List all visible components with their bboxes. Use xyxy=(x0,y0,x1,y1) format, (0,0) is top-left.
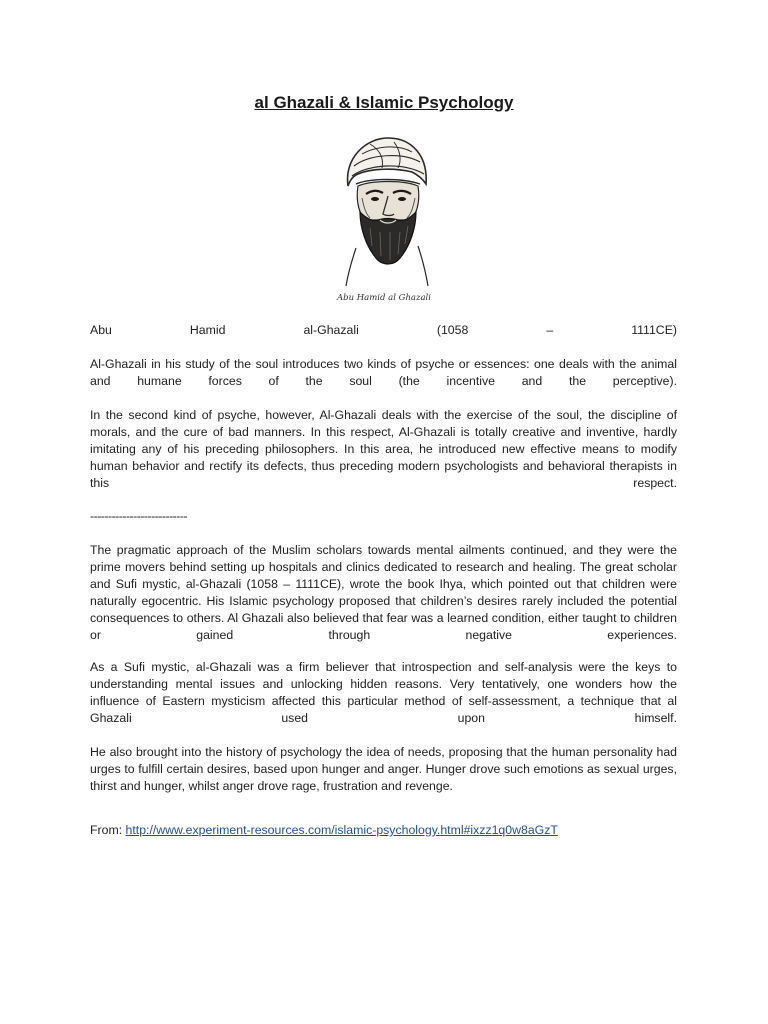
paragraph-2: In the second kind of psyche, however, Al-Ghazali deals with the exercise of the soul, the discipline of morals, and the cure of bad manners. In this respect, Al-Ghazali is totally creative and inventive, hardly imitating any of his preceding philosophers. In this area, he introduced new effective means to modify human behavior and rectify its defects, thus preceding modern psychologists and behavioral therapists in this respect. xyxy=(90,408,677,490)
paragraph-3: The pragmatic approach of the Muslim scholars towards mental ailments continued, and they were the prime movers behind setting up hospitals and clinics dedicated to research and healing. The great scholar and Sufi mystic, al-Ghazali (1058 – 1111CE), wrote the book Ihya, which pointed out that children were naturally egocentric. His Islamic psychology proposed that children’s desires rarely included the potential consequences to others. Al Ghazali also believed that fear was a learned condition, either taught to children or gained through negative experiences. xyxy=(90,543,677,642)
subtitle-line: Abu Hamid al-Ghazali (1058 – 1111CE) xyxy=(90,323,677,337)
source-link[interactable]: http://www.experiment-resources.com/islamic-psychology.html#ixzz1q0w8aGzT xyxy=(125,823,558,837)
paragraph-4: As a Sufi mystic, al-Ghazali was a firm believer that introspection and self-analysis were the keys to understanding mental issues and unlocking hidden reasons. Very tentatively, one wonders how the influence of Eastern mysticism affected this particular method of self-assessment, a technique that al Ghazali used upon himself. xyxy=(90,660,677,725)
source-line xyxy=(90,822,677,839)
source-label: From: xyxy=(90,823,126,837)
paragraph-1: Al-Ghazali in his study of the soul introduces two kinds of psyche or essences: one deals with the animal and humane forces of the soul (the incentive and the perceptive). xyxy=(90,357,677,388)
paragraph-5: He also brought into the history of psychology the idea of needs, proposing that the human personality had urges to fulfill certain desires, based upon hunger and anger. Hunger drove such emotions as sexual urges, thirst and hunger, whilst anger drove rage, frustration and revenge. xyxy=(90,745,677,793)
portrait-illustration xyxy=(326,128,446,288)
portrait-caption: Abu Hamid al Ghazali xyxy=(337,293,431,303)
separator-line: --------------------------- xyxy=(90,509,188,523)
document-title: al Ghazali & Islamic Psychology xyxy=(254,93,514,112)
